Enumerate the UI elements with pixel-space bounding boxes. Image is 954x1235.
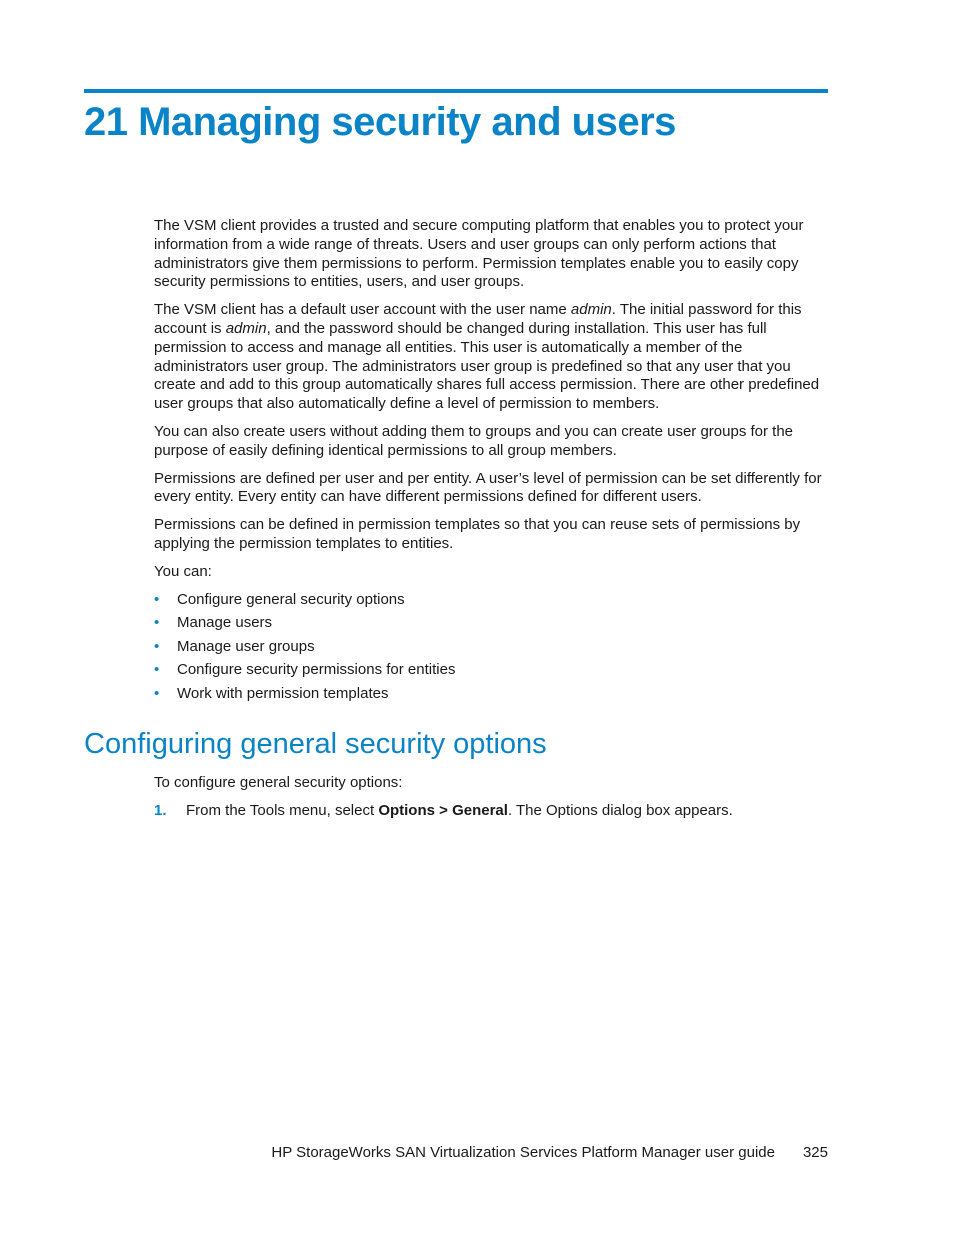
bullet-text: Configure security permissions for entities [177, 661, 456, 679]
bullet-item [154, 614, 830, 638]
bullet-icon: • [154, 590, 160, 608]
bullet-item [154, 638, 830, 662]
bullet-text: Manage users [177, 614, 273, 632]
p2-text-b: . The initial password for this account is [154, 301, 802, 337]
intro-paragraph-4: Permissions are defined per user and per entity. A user’s level of permission can be set differently for every entity. Every entity can have different permissions defined for different users. [154, 469, 822, 506]
bullet-item [154, 591, 830, 615]
intro-paragraph-3: You can also create users without adding them to groups and you can create user groups for the purpose of easily defining identical permissions to all group members. [154, 422, 794, 459]
p2-text-a: The VSM client has a default user account with the user name [154, 301, 571, 319]
bullet-icon: • [154, 614, 160, 632]
section-lead: To configure general security options: [154, 774, 403, 791]
step-number: 1. [154, 801, 167, 819]
p2-admin-password: admin [225, 319, 267, 337]
bullet-text: Configure general security options [177, 590, 405, 608]
intro-paragraph-1: The VSM client provides a trusted and secure computing platform that enables you to protect your information from a wide range of threats. Users and user groups can only perform actions that administrators give them permissions to perform. Permission templates enable you to easily copy security permissions to entities, users, and user groups. [154, 217, 804, 291]
page-number: 325 [802, 1144, 828, 1161]
intro-paragraph-2 [154, 301, 830, 414]
bullet-icon: • [154, 637, 160, 655]
intro-paragraph-5: Permissions can be defined in permission templates so that you can reuse sets of permissions by applying the permission templates to entities. [154, 516, 801, 552]
chapter-top-rule [84, 89, 828, 93]
section-body [154, 774, 830, 821]
intro-paragraph-6: You can: [154, 562, 212, 580]
chapter-title: 21 Managing security and users [84, 100, 676, 144]
intro-body [154, 217, 830, 708]
section-title: Configuring general security options [84, 728, 547, 760]
step-1 [154, 802, 830, 821]
bullet-text: Manage user groups [177, 637, 315, 655]
step-text-post: . The Options dialog box appears. [507, 801, 733, 819]
bullet-item [154, 685, 830, 709]
step-text-pre: From the Tools menu, select [186, 801, 379, 819]
footer-guide-title: HP StorageWorks SAN Virtualization Services Platform Manager user guide [271, 1144, 775, 1161]
p2-admin-username: admin [570, 301, 612, 319]
bullet-icon: • [154, 661, 160, 679]
menu-path: Options > General [378, 801, 508, 819]
task-bullet-list [154, 591, 830, 709]
bullet-item [154, 661, 830, 685]
page-footer [271, 1144, 828, 1161]
p2-text-c: , and the password should be changed during installation. This user has full permission to access and manage all entities. This user is automatically a member of the administrators user group. The administrators user group is predefined so that any user that you create and add to this group automatically shares full access permission. There are other predefined user groups that also automatically define a level of permission to members. [154, 319, 820, 413]
bullet-icon: • [154, 684, 160, 702]
bullet-text: Work with permission templates [177, 684, 389, 702]
